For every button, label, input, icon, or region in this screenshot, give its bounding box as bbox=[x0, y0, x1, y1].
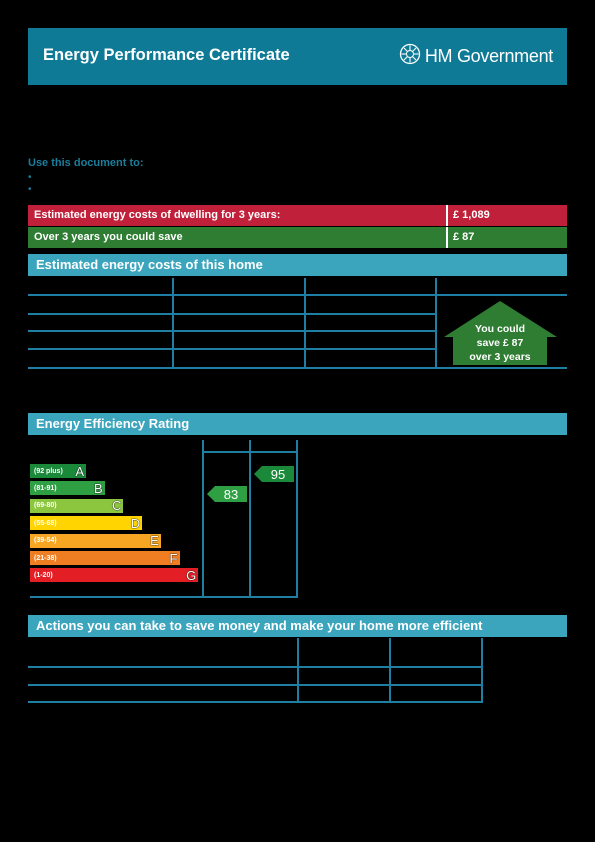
savings-line: over 3 years bbox=[469, 351, 531, 363]
estimated-cost-label: Estimated energy costs of dwelling for 3 years: bbox=[34, 209, 281, 221]
section-title: Actions you can take to save money and make your home more efficient bbox=[36, 618, 483, 633]
potential-saving-row bbox=[28, 227, 567, 248]
crest-icon bbox=[399, 43, 421, 70]
use-document-bullet: • bbox=[28, 172, 32, 183]
table-rule bbox=[28, 684, 483, 686]
rating-band-f bbox=[30, 551, 180, 565]
chart-rule bbox=[202, 440, 204, 598]
rating-band-e bbox=[30, 534, 161, 548]
chart-rule bbox=[202, 451, 298, 453]
band-range: (55-68) bbox=[34, 519, 57, 527]
table-col-rule bbox=[172, 278, 174, 368]
band-letter: C bbox=[112, 498, 122, 514]
section-title: Estimated energy costs of this home bbox=[36, 257, 263, 272]
band-letter: E bbox=[150, 533, 159, 549]
table-rule bbox=[28, 330, 436, 332]
table-col-rule bbox=[297, 638, 299, 703]
savings-line: save £ 87 bbox=[476, 337, 524, 349]
band-range: (1-20) bbox=[34, 571, 53, 579]
page-title: Energy Performance Certificate bbox=[43, 46, 290, 64]
divider bbox=[446, 227, 448, 248]
band-letter: G bbox=[186, 567, 197, 583]
band-range: (92 plus) bbox=[34, 467, 63, 475]
certificate-header bbox=[28, 28, 567, 85]
table-col-rule bbox=[481, 638, 483, 703]
current-rating-value: 83 bbox=[223, 487, 239, 502]
table-rule bbox=[28, 294, 567, 296]
table-rule bbox=[28, 666, 483, 668]
savings-line: You could bbox=[475, 323, 525, 335]
rating-band-c bbox=[30, 499, 123, 513]
use-document-heading: Use this document to: bbox=[28, 157, 144, 169]
table-col-rule bbox=[389, 638, 391, 703]
section-title: Energy Efficiency Rating bbox=[36, 416, 190, 431]
table-col-rule bbox=[304, 278, 306, 368]
brand-logo bbox=[399, 44, 553, 68]
potential-saving-value: £ 87 bbox=[453, 231, 475, 243]
band-range: (21-38) bbox=[34, 554, 57, 562]
table-rule bbox=[28, 367, 567, 369]
rating-section-header bbox=[28, 413, 567, 435]
potential-rating-arrow bbox=[254, 466, 294, 482]
table-rule bbox=[28, 348, 436, 350]
rating-band-b bbox=[30, 481, 105, 495]
band-letter: F bbox=[169, 550, 178, 566]
potential-rating-value: 95 bbox=[270, 467, 286, 482]
estimated-cost-row bbox=[28, 205, 567, 226]
band-range: (81-91) bbox=[34, 484, 57, 492]
actions-section-header bbox=[28, 615, 567, 637]
table-col-rule bbox=[435, 278, 437, 368]
band-letter: D bbox=[130, 515, 141, 531]
current-rating-arrow bbox=[207, 486, 247, 502]
rating-band-g bbox=[30, 568, 198, 582]
chart-rule bbox=[30, 596, 298, 598]
band-range: (69-80) bbox=[34, 502, 57, 510]
band-range: (39-54) bbox=[34, 537, 57, 545]
potential-saving-label: Over 3 years you could save bbox=[34, 231, 183, 243]
use-document-bullet: • bbox=[28, 184, 32, 195]
divider bbox=[446, 205, 448, 226]
brand-name: HM Government bbox=[424, 45, 553, 66]
chart-rule bbox=[249, 440, 251, 598]
savings-arrow-text bbox=[453, 322, 547, 364]
table-rule bbox=[28, 701, 483, 703]
band-letter: B bbox=[94, 480, 103, 496]
chart-rule bbox=[296, 440, 298, 598]
rating-band-d bbox=[30, 516, 142, 530]
rating-band-a bbox=[30, 464, 86, 478]
estimated-cost-value: £ 1,089 bbox=[453, 209, 490, 221]
table-rule bbox=[28, 313, 436, 315]
costs-section-header bbox=[28, 254, 567, 276]
band-letter: A bbox=[75, 463, 84, 479]
